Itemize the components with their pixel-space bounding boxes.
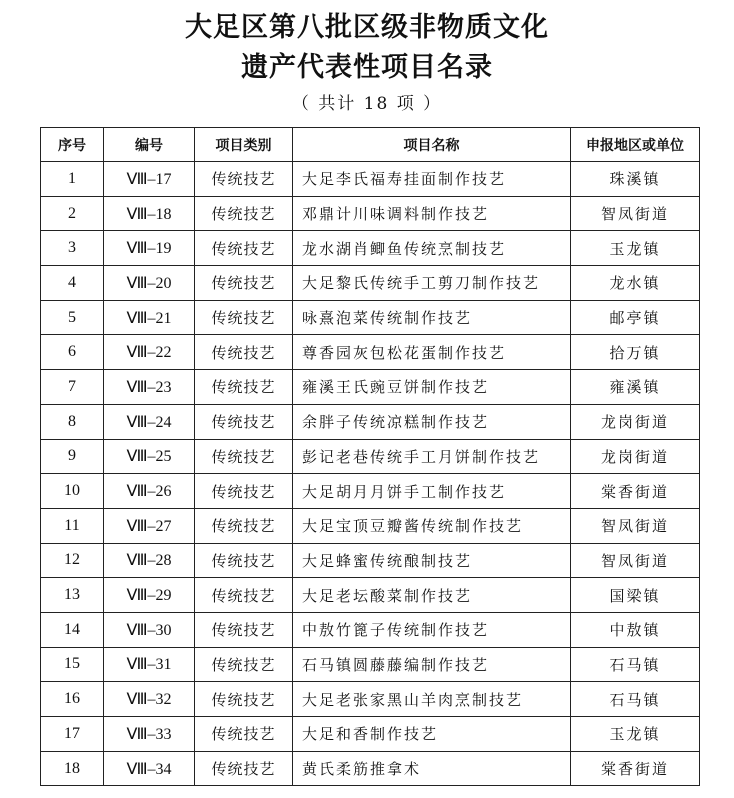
cell-project-name: 大足胡月月饼手工制作技艺 (293, 474, 571, 509)
cell-category: 传统技艺 (195, 335, 293, 370)
cell-serial-number: 13 (41, 578, 104, 613)
heritage-list-table (40, 127, 700, 786)
cell-category: 传统技艺 (195, 682, 293, 717)
table-row (41, 266, 700, 301)
cell-serial-number: 1 (41, 162, 104, 197)
cell-serial-number: 12 (41, 543, 104, 578)
cell-serial-number: 17 (41, 717, 104, 752)
header-project-name: 项目名称 (293, 128, 571, 162)
cell-applicant-unit: 国梁镇 (571, 578, 700, 613)
cell-code: Ⅷ–22 (104, 335, 195, 370)
table-row (41, 543, 700, 578)
cell-project-name: 咏熹泡菜传统制作技艺 (293, 300, 571, 335)
cell-applicant-unit: 石马镇 (571, 682, 700, 717)
header-category: 项目类别 (195, 128, 293, 162)
cell-serial-number: 3 (41, 231, 104, 266)
cell-code: Ⅷ–19 (104, 231, 195, 266)
item-count-subtitle: （ 共计 18 项 ） (291, 94, 443, 114)
cell-project-name: 尊香园灰包松花蛋制作技艺 (293, 335, 571, 370)
cell-code: Ⅷ–32 (104, 682, 195, 717)
cell-serial-number: 4 (41, 266, 104, 301)
cell-category: 传统技艺 (195, 751, 293, 786)
table-row (41, 335, 700, 370)
cell-category: 传统技艺 (195, 439, 293, 474)
cell-applicant-unit: 龙水镇 (571, 266, 700, 301)
cell-category: 传统技艺 (195, 612, 293, 647)
cell-code: Ⅷ–27 (104, 508, 195, 543)
cell-serial-number: 6 (41, 335, 104, 370)
cell-project-name: 大足李氏福寿挂面制作技艺 (293, 162, 571, 197)
document-title-line2: 遗产代表性项目名录 (241, 52, 493, 83)
cell-applicant-unit: 雍溪镇 (571, 370, 700, 405)
table-row (41, 370, 700, 405)
cell-applicant-unit: 中敖镇 (571, 612, 700, 647)
cell-serial-number: 8 (41, 404, 104, 439)
table-row (41, 439, 700, 474)
document-title-line1: 大足区第八批区级非物质文化 (185, 12, 549, 43)
header-applicant-unit: 申报地区或单位 (571, 128, 700, 162)
cell-project-name: 雍溪王氏豌豆饼制作技艺 (293, 370, 571, 405)
cell-code: Ⅷ–31 (104, 647, 195, 682)
header-code: 编号 (104, 128, 195, 162)
cell-code: Ⅷ–24 (104, 404, 195, 439)
cell-applicant-unit: 龙岗街道 (571, 404, 700, 439)
cell-code: Ⅷ–29 (104, 578, 195, 613)
cell-applicant-unit: 龙岗街道 (571, 439, 700, 474)
cell-code: Ⅷ–23 (104, 370, 195, 405)
cell-applicant-unit: 拾万镇 (571, 335, 700, 370)
cell-category: 传统技艺 (195, 717, 293, 752)
cell-category: 传统技艺 (195, 162, 293, 197)
cell-serial-number: 9 (41, 439, 104, 474)
table-row (41, 508, 700, 543)
cell-code: Ⅷ–26 (104, 474, 195, 509)
cell-code: Ⅷ–17 (104, 162, 195, 197)
table-row (41, 717, 700, 752)
cell-serial-number: 7 (41, 370, 104, 405)
cell-project-name: 大足蜂蜜传统酿制技艺 (293, 543, 571, 578)
cell-category: 传统技艺 (195, 404, 293, 439)
cell-category: 传统技艺 (195, 578, 293, 613)
cell-serial-number: 2 (41, 196, 104, 231)
table-row (41, 196, 700, 231)
cell-code: Ⅷ–21 (104, 300, 195, 335)
cell-category: 传统技艺 (195, 231, 293, 266)
cell-project-name: 大足老张家黑山羊肉烹制技艺 (293, 682, 571, 717)
cell-applicant-unit: 珠溪镇 (571, 162, 700, 197)
cell-category: 传统技艺 (195, 508, 293, 543)
table-row (41, 162, 700, 197)
cell-code: Ⅷ–34 (104, 751, 195, 786)
cell-applicant-unit: 棠香街道 (571, 751, 700, 786)
cell-category: 传统技艺 (195, 266, 293, 301)
cell-project-name: 大足黎氏传统手工剪刀制作技艺 (293, 266, 571, 301)
cell-code: Ⅷ–30 (104, 612, 195, 647)
cell-applicant-unit: 玉龙镇 (571, 717, 700, 752)
cell-category: 传统技艺 (195, 543, 293, 578)
cell-serial-number: 18 (41, 751, 104, 786)
cell-code: Ⅷ–18 (104, 196, 195, 231)
table-row (41, 682, 700, 717)
cell-category: 传统技艺 (195, 370, 293, 405)
cell-applicant-unit: 智凤街道 (571, 543, 700, 578)
cell-category: 传统技艺 (195, 474, 293, 509)
cell-project-name: 黄氏柔筋推拿术 (293, 751, 571, 786)
table-row (41, 612, 700, 647)
cell-project-name: 大足老坛酸菜制作技艺 (293, 578, 571, 613)
cell-category: 传统技艺 (195, 647, 293, 682)
cell-applicant-unit: 邮亭镇 (571, 300, 700, 335)
cell-project-name: 邓鼎计川味调料制作技艺 (293, 196, 571, 231)
cell-applicant-unit: 棠香街道 (571, 474, 700, 509)
table-body (41, 162, 700, 786)
cell-project-name: 大足宝顶豆瓣酱传统制作技艺 (293, 508, 571, 543)
cell-project-name: 大足和香制作技艺 (293, 717, 571, 752)
cell-serial-number: 15 (41, 647, 104, 682)
cell-applicant-unit: 石马镇 (571, 647, 700, 682)
cell-serial-number: 10 (41, 474, 104, 509)
cell-serial-number: 11 (41, 508, 104, 543)
table-row (41, 647, 700, 682)
cell-serial-number: 16 (41, 682, 104, 717)
cell-applicant-unit: 智凤街道 (571, 196, 700, 231)
cell-serial-number: 14 (41, 612, 104, 647)
cell-category: 传统技艺 (195, 300, 293, 335)
cell-project-name: 石马镇圆藤藤编制作技艺 (293, 647, 571, 682)
cell-code: Ⅷ–28 (104, 543, 195, 578)
cell-code: Ⅷ–33 (104, 717, 195, 752)
table-row (41, 751, 700, 786)
table-row (41, 300, 700, 335)
table-row (41, 578, 700, 613)
cell-serial-number: 5 (41, 300, 104, 335)
cell-applicant-unit: 智凤街道 (571, 508, 700, 543)
table-row (41, 474, 700, 509)
cell-project-name: 中敖竹篦子传统制作技艺 (293, 612, 571, 647)
cell-category: 传统技艺 (195, 196, 293, 231)
cell-code: Ⅷ–25 (104, 439, 195, 474)
cell-project-name: 余胖子传统凉糕制作技艺 (293, 404, 571, 439)
cell-code: Ⅷ–20 (104, 266, 195, 301)
table-row (41, 231, 700, 266)
cell-project-name: 彭记老巷传统手工月饼制作技艺 (293, 439, 571, 474)
header-serial-number: 序号 (41, 128, 104, 162)
table-header-row (41, 128, 700, 162)
cell-applicant-unit: 玉龙镇 (571, 231, 700, 266)
table-row (41, 404, 700, 439)
cell-project-name: 龙水湖肖鲫鱼传统烹制技艺 (293, 231, 571, 266)
